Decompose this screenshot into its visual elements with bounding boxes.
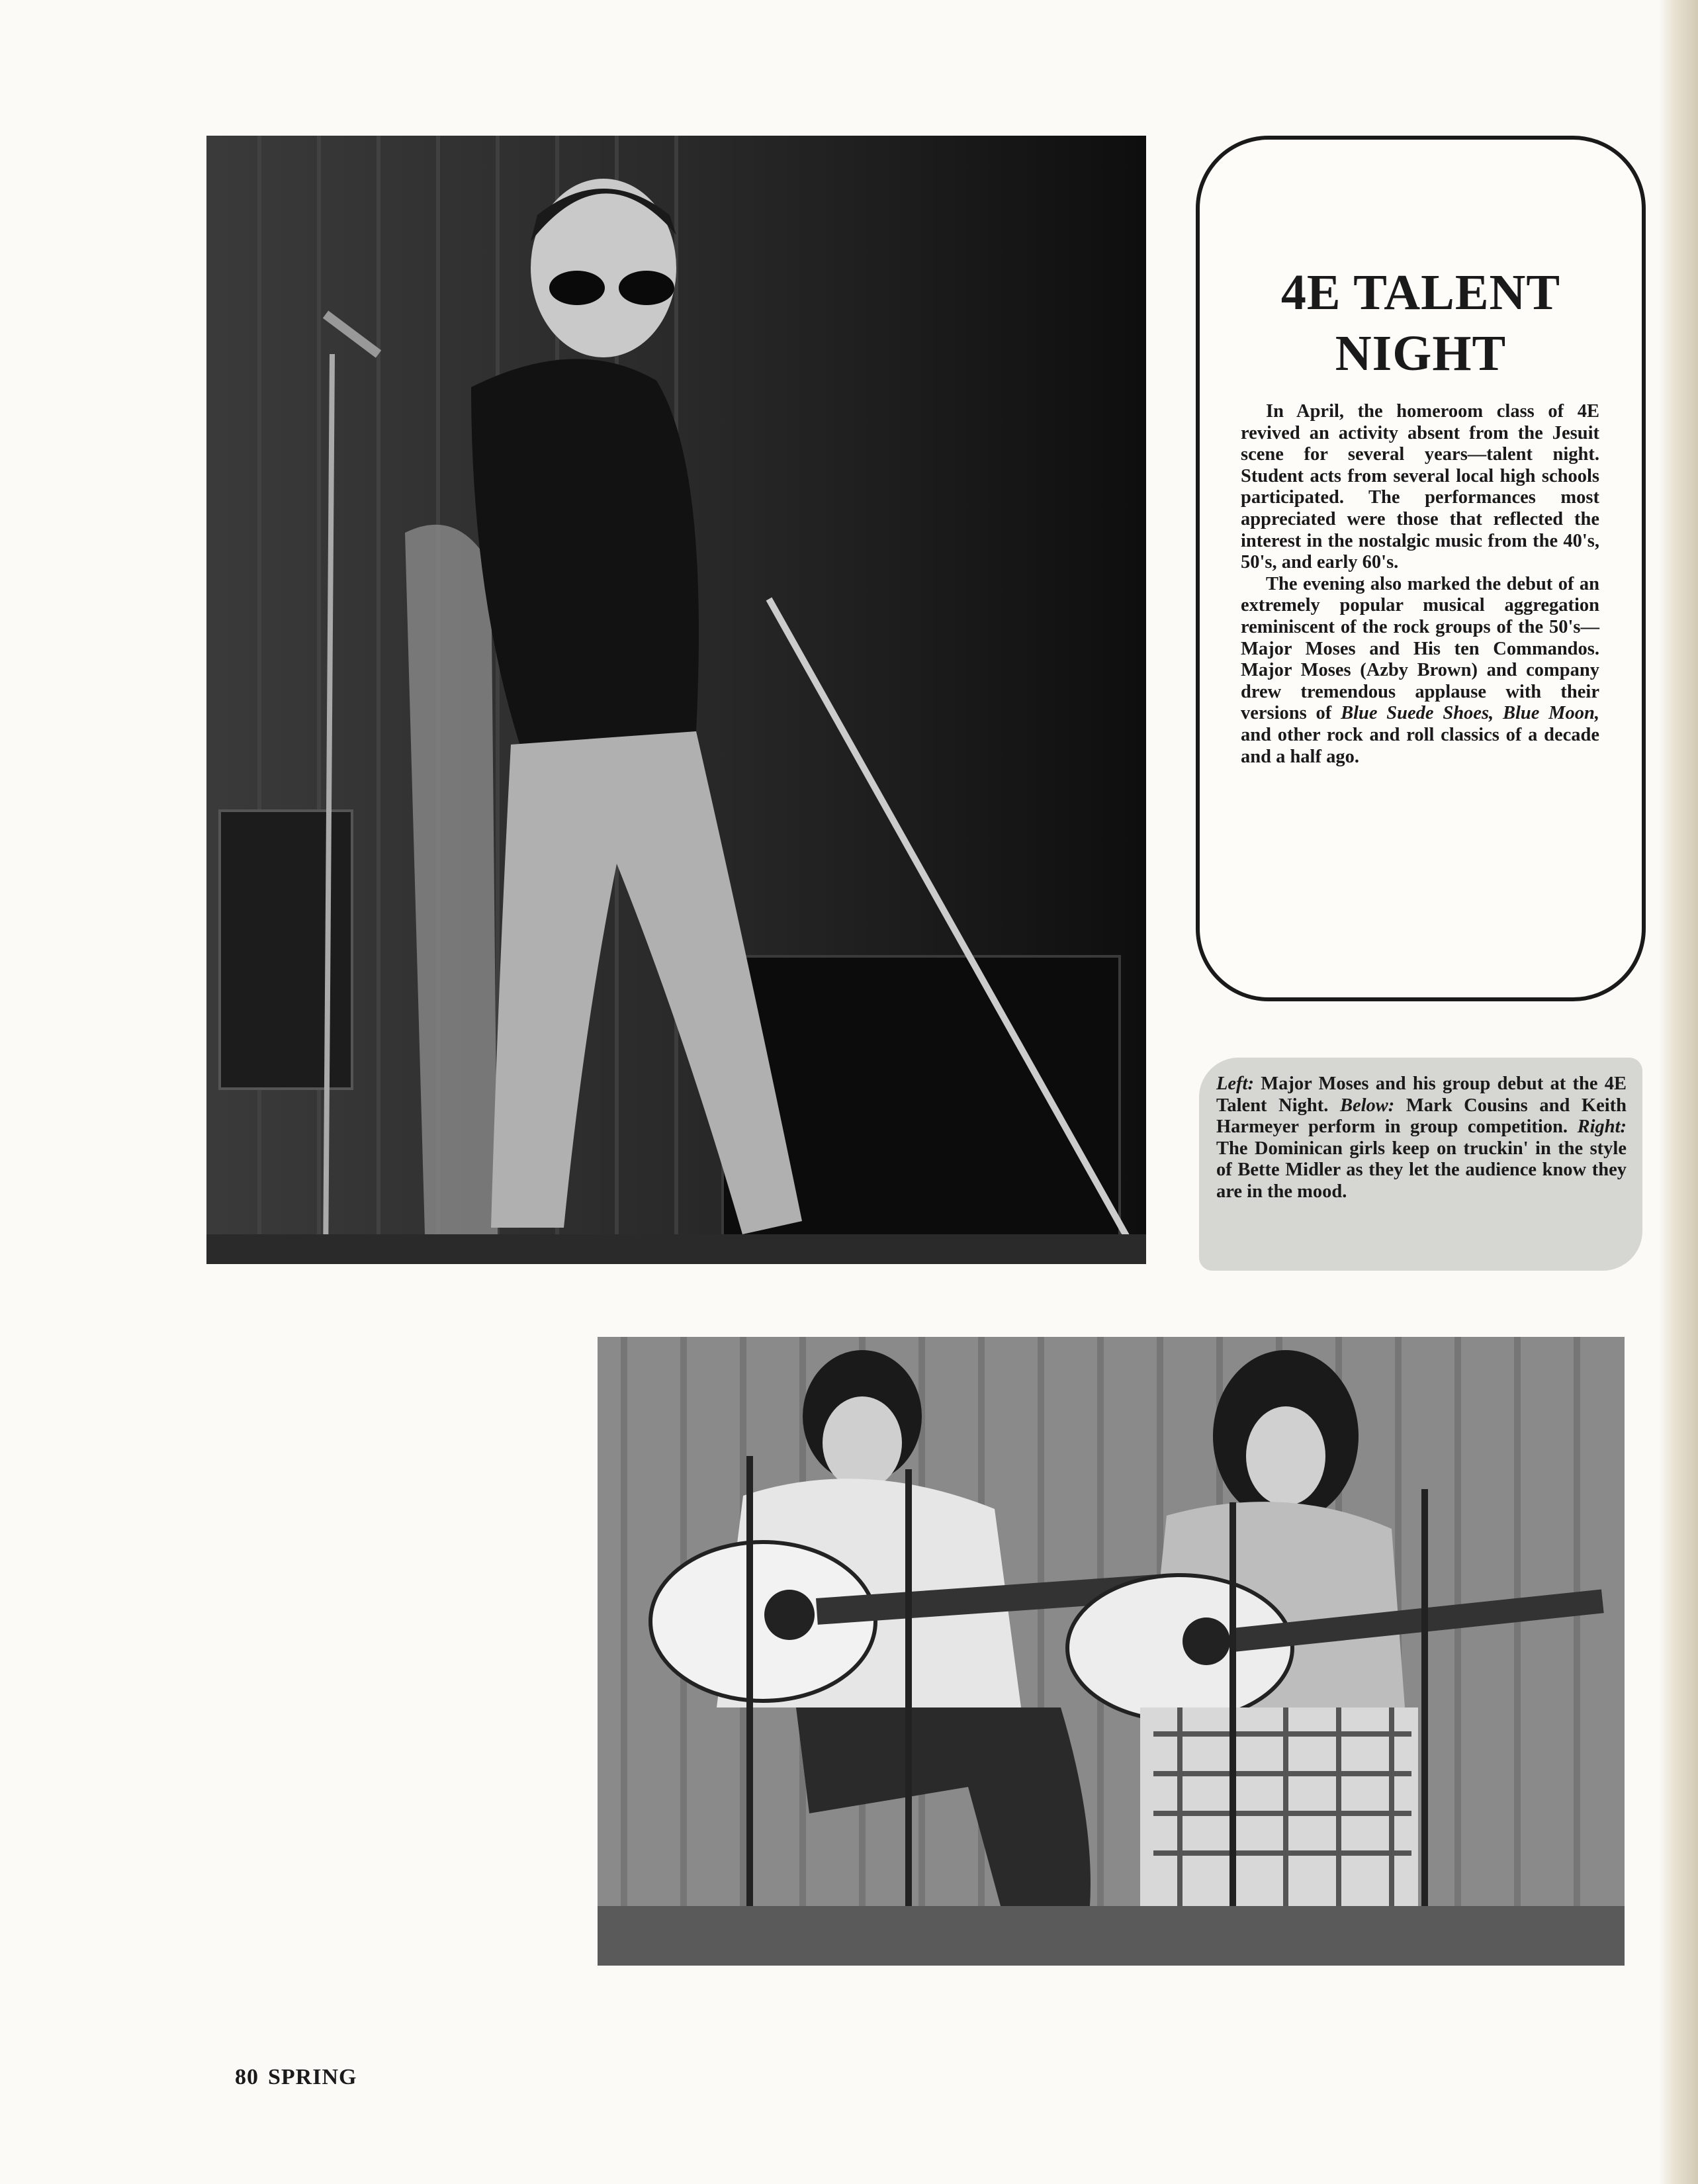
- caption-left-text: Major Moses and his group debut at the 4E Talent Night.: [1216, 1073, 1627, 1116]
- song-titles: Blue Suede Shoes, Blue Moon,: [1341, 703, 1599, 724]
- page-footer: [235, 2065, 357, 2090]
- article-box: [1196, 136, 1646, 1001]
- photo-singer-on-stage: [206, 136, 1146, 1264]
- caption-below-label: Below:: [1339, 1095, 1395, 1116]
- page-spine-shadow: [1658, 0, 1698, 2184]
- article-title: 4E TALENT NIGHT: [1280, 265, 1561, 381]
- photo-caption: [1216, 1073, 1627, 1203]
- caption-right-text: The Dominican girls keep on truckin' in the style of Bette Midler as they let the audience know they are in the mood.: [1216, 1138, 1627, 1202]
- caption-right-label: Right:: [1577, 1116, 1627, 1137]
- caption-below-text: Mark Cousins and Keith Harmeyer perform in group competition.: [1216, 1095, 1627, 1137]
- article-paragraph-2: [1241, 574, 1599, 768]
- caption-box: [1199, 1058, 1642, 1271]
- article-paragraph-2-text: The evening also marked the debut of an extremely popular musical aggregation reminiscent of the rock groups of the 50's—Major Moses and His ten Commandos. Major Moses (Azby Brown) and company drew tremendous applause with their versions of: [1241, 573, 1599, 724]
- photo-guitar-duo: [598, 1337, 1625, 1966]
- section-name: SPRING: [268, 2065, 357, 2089]
- article-body: [1241, 401, 1599, 768]
- caption-left-label: Left:: [1216, 1073, 1254, 1094]
- article-paragraph-1: In April, the homeroom class of 4E revived an activity absent from the Jesuit scene for several years—talent night. Student acts from several local high schools participated. The performances most appreciated were those that reflected the interest in the nostalgic music from the 40's, 50's, and early 60's.: [1241, 401, 1599, 573]
- page-number: 80: [235, 2065, 259, 2089]
- article-paragraph-2-end: and other rock and roll classics of a decade and a half ago.: [1241, 724, 1599, 767]
